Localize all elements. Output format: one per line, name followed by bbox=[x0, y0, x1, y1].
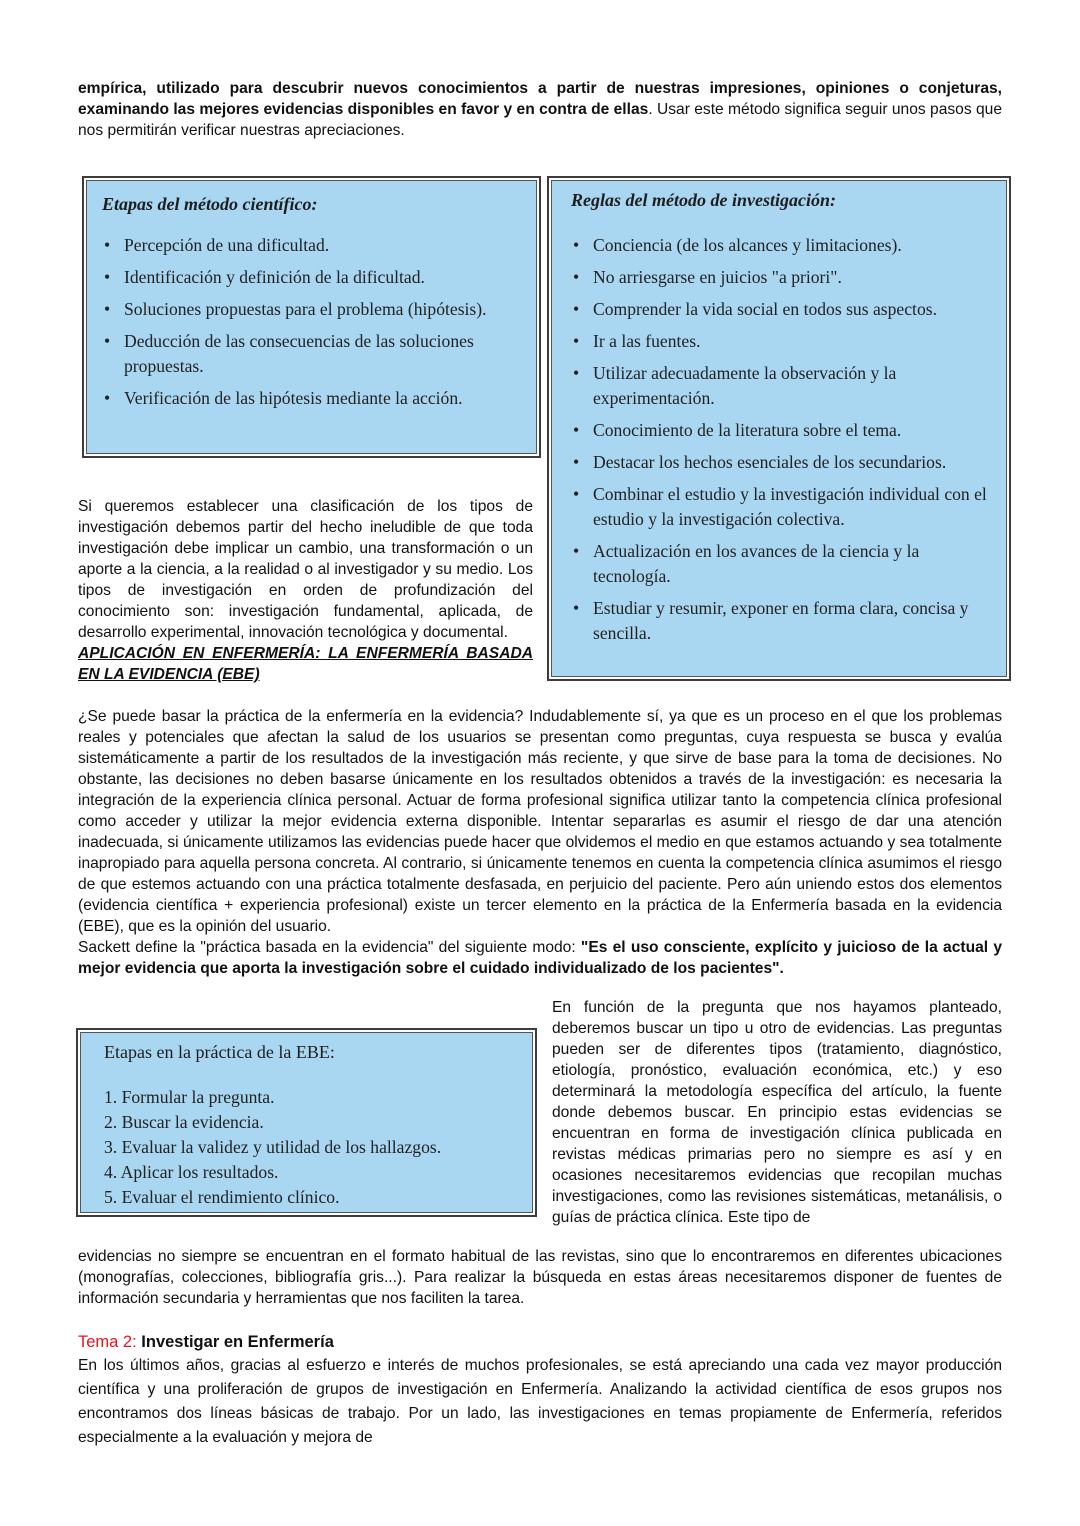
clasificacion-paragraph bbox=[78, 496, 533, 685]
evidencias-side-text: En función de la pregunta que nos hayamos planteado, deberemos buscar un tipo u otro de evidencias. Las preguntas pueden ser de diferentes tipos (tratamiento, diagnóstico, etiología, pronóstico, evaluación económica, etc.) y eso determinará la metodología específica del artículo, la fuente donde debemos buscar. En principio estas evidencias se encuentran en forma de investigación clínica publicada en revistas médicas primarias pero no siempre es así y en ocasiones necesitaremos evidencias que recopilan muchas investigaciones, como las revisiones sistemáticas, metanálisis, o guías de práctica clínica. Este tipo de bbox=[552, 999, 1002, 1226]
list-item: 2. Buscar la evidencia. bbox=[104, 1112, 264, 1132]
box-reglas-metodo bbox=[547, 176, 1011, 681]
tema2-paragraph: En los últimos años, gracias al esfuerzo e interés de muchos profesionales, se está apreciando una cada vez mayor producción científica y una proliferación de grupos de investigación en Enfermería. Analizando la actividad científica de esos grupos nos encontramos dos líneas básicas de trabajo. Por un lado, las investigaciones en temas propiamente de Enfermería, referidos especialmente a la evaluación y mejora de bbox=[78, 1357, 1002, 1446]
box-etapas-metodo bbox=[82, 176, 541, 458]
list-item: • Destacar los hechos esenciales de los secundarios. bbox=[571, 450, 995, 475]
list-item: • Ir a las fuentes. bbox=[571, 329, 995, 354]
ebe-heading: APLICACIÓN EN ENFERMERÍA: LA ENFERMERÍA BASADA EN LA EVIDENCIA (EBE) bbox=[78, 645, 533, 683]
list-item: • No arriesgarse en juicios "a priori". bbox=[571, 265, 995, 290]
list-item: • Conciencia (de los alcances y limitaciones). bbox=[571, 233, 995, 258]
evidencias-full-text: evidencias no siempre se encuentran en el formato habitual de las revistas, sino que lo encontraremos en diferentes ubicaciones (monografías, colecciones, bibliografía gris...). Para realizar la búsqueda en estas áreas necesitaremos disponer de fuentes de información secundaria y herramientas que nos faciliten la tarea. bbox=[78, 1248, 1002, 1307]
list-item: 3. Evaluar la validez y utilidad de los hallazgos. bbox=[104, 1137, 442, 1157]
list-item: • Deducción de las consecuencias de las soluciones propuestas. bbox=[102, 329, 523, 379]
ebe-text: ¿Se puede basar la práctica de la enfermería en la evidencia? Indudablemente sí, ya que es un proceso en el que los problemas reales y potenciales que afectan la salud de los usuarios se presentan como preguntas, cuya respuesta se busca y evalúa sistemáticamente a partir de los resultados de la investigación más reciente, y que sirve de base para la toma de decisiones. No obstante, las decisiones no deben basarse únicamente en los resultados obtenidos a través de la investigación: es necesaria la integración de la experiencia clínica personal. Actuar de forma profesional significa utilizar tanto la competencia clínica profesional como acceder y utilizar la mejor evidencia externa disponible. Intentar separarlas es asumir el riesgo de dar una atención inadecuada, si únicamente utilizamos las evidencias puede hacer que olvidemos el medio en que estamos actuando y sea totalmente inapropiado para aquella persona concreta. Al contrario, si únicamente tenemos en cuenta la competencia clínica asumimos el riesgo de que estemos actuando con una práctica totalmente desfasada, en perjuicio del paciente. Pero aún uniendo estos dos elementos (evidencia científica + experiencia profesional) existe un tercer elemento en la práctica de la Enfermería basada en la evidencia (EBE), que es la opinión del usuario. bbox=[78, 708, 1002, 935]
tema2-label: Tema 2: bbox=[78, 1333, 137, 1351]
list-item: • Identificación y definición de la dificultad. bbox=[102, 265, 523, 290]
evidencias-full-paragraph bbox=[78, 1246, 1002, 1309]
tema2-title: Investigar en Enfermería bbox=[136, 1333, 334, 1351]
list-item: • Soluciones propuestas para el problema (hipótesis). bbox=[102, 297, 523, 322]
box-reglas-title: Reglas del método de investigación: bbox=[571, 190, 836, 210]
box-ebe-title: Etapas en la práctica de la EBE: bbox=[104, 1042, 335, 1062]
list-item: • Conocimiento de la literatura sobre el tema. bbox=[571, 418, 995, 443]
list-item: • Combinar el estudio y la investigación individual con el estudio y la investigación colectiva. bbox=[571, 482, 995, 532]
box-etapas-list bbox=[102, 233, 523, 411]
tema2-section bbox=[78, 1330, 1002, 1450]
box-etapas-ebe bbox=[76, 1028, 537, 1217]
ebe-paragraph bbox=[78, 706, 1002, 979]
sackett-quote: "Es el uso consciente, explícito y juicioso de la actual y mejor evidencia que aporta la investigación sobre el cuidado individualizado de los pacientes". bbox=[78, 939, 1002, 977]
list-item: • Utilizar adecuadamente la observación y la experimentación. bbox=[571, 361, 995, 411]
list-item: • Estudiar y resumir, exponer en forma clara, concisa y sencilla. bbox=[571, 596, 995, 646]
intro-paragraph bbox=[78, 78, 1002, 141]
list-item: • Comprender la vida social en todos sus aspectos. bbox=[571, 297, 995, 322]
list-item: • Verificación de las hipótesis mediante la acción. bbox=[102, 386, 523, 411]
intro-rest: . Usar este método significa seguir unos pasos que nos permitirán verificar nuestras apreciaciones. bbox=[78, 101, 1002, 139]
box-ebe-list bbox=[104, 1085, 521, 1210]
box-reglas-list bbox=[571, 233, 995, 646]
list-item: 4. Aplicar los resultados. bbox=[104, 1162, 279, 1182]
list-item: • Actualización en los avances de la ciencia y la tecnología. bbox=[571, 539, 995, 589]
list-item: 1. Formular la pregunta. bbox=[104, 1087, 275, 1107]
sackett-definition bbox=[78, 937, 1002, 979]
list-item: 5. Evaluar el rendimiento clínico. bbox=[104, 1187, 340, 1207]
evidencias-side-paragraph bbox=[552, 997, 1002, 1228]
clasificacion-text: Si queremos establecer una clasificación de los tipos de investigación debemos partir del hecho ineludible de que toda investigación debe implicar un cambio, una transformación o un aporte a la ciencia, a la realidad o al investigador y su medio. Los tipos de investigación en orden de profundización del conocimiento son: investigación fundamental, aplicada, de desarrollo experimental, innovación tecnológica y documental. bbox=[78, 498, 533, 641]
tema2-heading bbox=[78, 1330, 1002, 1354]
intro-bold: empírica, utilizado para descubrir nuevos conocimientos a partir de nuestras impresiones, opiniones o conjeturas, examinando las mejores evidencias disponibles en favor y en contra de ellas bbox=[78, 80, 1002, 118]
box-etapas-title: Etapas del método científico: bbox=[102, 194, 318, 214]
sackett-lead: Sackett define la "práctica basada en la evidencia" del siguiente modo: bbox=[78, 939, 581, 956]
list-item: • Percepción de una dificultad. bbox=[102, 233, 523, 258]
